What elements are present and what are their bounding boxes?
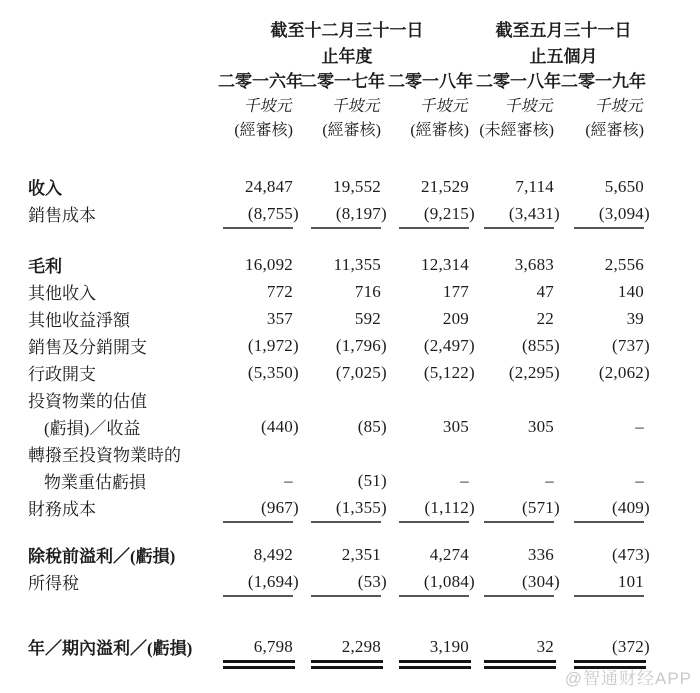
- hanging-paren: ): [554, 571, 560, 591]
- value-cell: [388, 417, 476, 437]
- value-text: –: [635, 416, 644, 436]
- value-cell: [561, 336, 651, 356]
- audit-status-header: (經審核): [410, 122, 469, 139]
- value-text: 32: [536, 636, 554, 656]
- row-label: 毛利: [28, 257, 62, 276]
- value-text: (1,796: [335, 335, 381, 355]
- table-row: [28, 413, 651, 440]
- hanging-paren: ): [644, 636, 650, 656]
- value-cell: [561, 545, 651, 565]
- hanging-paren: ): [644, 544, 650, 564]
- value-cell: [561, 471, 651, 491]
- watermark: @智通财经APP: [564, 669, 692, 688]
- row-label: 物業重估虧損: [44, 473, 146, 492]
- value-text: 6,798: [253, 636, 293, 656]
- value-text: (3,094: [598, 203, 644, 223]
- table-row: [28, 541, 651, 568]
- row-label: 投資物業的估值: [28, 392, 147, 411]
- value-text: 357: [266, 308, 293, 328]
- value-cell: [561, 637, 651, 657]
- value-cell: [561, 177, 651, 197]
- column-underline: [223, 521, 293, 523]
- value-text: 8,492: [253, 544, 293, 564]
- table-row: [28, 494, 651, 521]
- year-header: 二零一七年: [300, 72, 385, 91]
- column-underline: [223, 595, 293, 597]
- subtotal-rule-row: [28, 521, 651, 529]
- value-cell: [476, 572, 561, 592]
- column-underline: [399, 521, 469, 523]
- hanging-paren: ): [644, 497, 650, 517]
- value-cell: [218, 363, 300, 383]
- year-header: 二零一九年: [561, 72, 646, 91]
- spacer: [28, 235, 651, 251]
- value-text: (1,972: [247, 335, 293, 355]
- currency-unit-header: [218, 93, 300, 116]
- column-underline: [574, 227, 644, 229]
- double-total-rule: [311, 660, 383, 669]
- value-cell: [218, 471, 300, 491]
- table-row: [28, 467, 651, 494]
- value-text: –: [284, 470, 293, 490]
- value-cell: [388, 471, 476, 491]
- currency-unit-header: [300, 93, 388, 116]
- value-cell: [476, 637, 561, 657]
- value-cell: [300, 545, 388, 565]
- header-period-row: [28, 14, 651, 42]
- value-cell: [476, 177, 561, 197]
- value-cell: [561, 498, 651, 518]
- value-text: (85: [357, 416, 381, 436]
- value-cell: [476, 417, 561, 437]
- value-text: 5,650: [604, 176, 644, 196]
- value-cell: [476, 204, 561, 224]
- column-underline: [574, 595, 644, 597]
- row-label: (虧損)／收益: [44, 419, 141, 438]
- value-cell: [388, 177, 476, 197]
- value-text: (409: [612, 497, 644, 517]
- table-row: [28, 440, 651, 467]
- hanging-paren: ): [554, 362, 560, 382]
- value-cell: [476, 471, 561, 491]
- value-cell: [561, 363, 651, 383]
- value-text: 16,092: [245, 254, 293, 274]
- value-text: 2,556: [604, 254, 644, 274]
- total-rule-row: [28, 660, 651, 672]
- double-total-rule: [484, 660, 556, 669]
- value-cell: [476, 363, 561, 383]
- value-cell: [388, 204, 476, 224]
- value-text: –: [635, 470, 644, 490]
- column-underline: [311, 595, 381, 597]
- column-underline: [399, 595, 469, 597]
- value-cell: [300, 177, 388, 197]
- hanging-paren: ): [381, 203, 387, 223]
- value-cell: [388, 572, 476, 592]
- value-cell: [218, 336, 300, 356]
- value-cell: [218, 545, 300, 565]
- row-label: 轉撥至投資物業時的: [28, 446, 181, 465]
- value-cell: [561, 282, 651, 302]
- table-row: [28, 305, 651, 332]
- hanging-paren: ): [469, 571, 475, 591]
- hanging-paren: ): [381, 416, 387, 436]
- row-label: 銷售成本: [28, 206, 96, 225]
- value-cell: [561, 309, 651, 329]
- value-text: (304: [522, 571, 554, 591]
- value-text: (9,215: [423, 203, 469, 223]
- value-text: (440: [261, 416, 293, 436]
- value-text: (967: [261, 497, 293, 517]
- subtotal-rule-row: [28, 227, 651, 235]
- hanging-paren: ): [293, 571, 299, 591]
- column-underline: [484, 595, 554, 597]
- value-cell: [300, 336, 388, 356]
- hanging-paren: ): [293, 203, 299, 223]
- hanging-paren: ): [554, 203, 560, 223]
- value-cell: [300, 204, 388, 224]
- hanging-paren: ): [469, 335, 475, 355]
- column-underline: [574, 521, 644, 523]
- value-text: 39: [626, 308, 644, 328]
- value-text: (473: [612, 544, 644, 564]
- column-underline: [399, 227, 469, 229]
- header-year-row: [28, 67, 651, 92]
- value-cell: [218, 417, 300, 437]
- value-cell: [388, 637, 476, 657]
- value-text: 305: [442, 416, 469, 436]
- column-underline: [484, 521, 554, 523]
- period-title-interim: 截至五月三十一日: [495, 20, 632, 40]
- value-cell: [300, 471, 388, 491]
- value-cell: [218, 255, 300, 275]
- value-cell: [300, 309, 388, 329]
- value-text: 772: [266, 281, 293, 301]
- value-text: (372: [612, 636, 644, 656]
- header-audit-row: [28, 116, 651, 141]
- period-subtitle-annual: 止年度: [321, 47, 373, 66]
- value-text: 22: [536, 308, 554, 328]
- value-text: 209: [442, 308, 469, 328]
- value-cell: [218, 637, 300, 657]
- value-text: 592: [354, 308, 381, 328]
- value-text: 47: [536, 281, 554, 301]
- value-cell: [561, 255, 651, 275]
- value-text: 4,274: [429, 544, 469, 564]
- row-label: 收入: [28, 179, 62, 198]
- value-cell: [388, 255, 476, 275]
- column-underline: [311, 227, 381, 229]
- value-text: (1,112: [424, 497, 469, 517]
- value-cell: [218, 572, 300, 592]
- value-cell: [218, 498, 300, 518]
- audit-status-header: (經審核): [234, 122, 293, 139]
- value-cell: [388, 336, 476, 356]
- table-row: [28, 332, 651, 359]
- header-unit-row: [28, 92, 651, 116]
- value-cell: [300, 417, 388, 437]
- currency-unit-text: 千坡元: [503, 97, 556, 115]
- value-cell: [476, 498, 561, 518]
- table-row: [28, 173, 651, 200]
- column-underline: [311, 521, 381, 523]
- hanging-paren: ): [469, 362, 475, 382]
- value-cell: [218, 309, 300, 329]
- value-cell: [476, 309, 561, 329]
- hanging-paren: ): [381, 497, 387, 517]
- value-cell: [218, 282, 300, 302]
- value-text: 336: [527, 544, 554, 564]
- hanging-paren: ): [293, 497, 299, 517]
- value-cell: [561, 204, 651, 224]
- audit-status-header: (未經審核): [479, 122, 554, 139]
- hanging-paren: ): [644, 203, 650, 223]
- value-text: (2,497: [423, 335, 469, 355]
- column-underline: [223, 227, 293, 229]
- year-header: 二零一八年: [388, 72, 473, 91]
- currency-unit-text: 千坡元: [418, 97, 471, 115]
- table-row: [28, 278, 651, 305]
- value-text: (7,025: [335, 362, 381, 382]
- spacer: [28, 529, 651, 541]
- hanging-paren: ): [554, 497, 560, 517]
- double-total-rule: [399, 660, 471, 669]
- value-text: (5,122: [423, 362, 469, 382]
- value-cell: [300, 363, 388, 383]
- hanging-paren: ): [381, 571, 387, 591]
- value-text: –: [460, 470, 469, 490]
- value-text: 101: [617, 571, 644, 591]
- value-cell: [300, 637, 388, 657]
- row-label: 除稅前溢利／(虧損): [28, 547, 176, 566]
- table-row: [28, 200, 651, 227]
- table-row: [28, 386, 651, 413]
- value-text: (5,350: [247, 362, 293, 382]
- currency-unit-header: [476, 93, 561, 116]
- period-subtitle-interim: 止五個月: [529, 47, 598, 66]
- value-text: (1,694: [247, 571, 293, 591]
- value-text: (2,062: [598, 362, 644, 382]
- spacer: [28, 141, 651, 173]
- hanging-paren: ): [381, 362, 387, 382]
- value-text: (855: [522, 335, 554, 355]
- value-cell: [476, 336, 561, 356]
- currency-unit-text: 千坡元: [242, 97, 295, 115]
- value-text: –: [545, 470, 554, 490]
- currency-unit-text: 千坡元: [593, 97, 646, 115]
- row-label: 年／期內溢利／(虧損): [28, 639, 193, 658]
- value-text: 2,298: [341, 636, 381, 656]
- row-label: 其他收入: [28, 284, 96, 303]
- value-cell: [218, 177, 300, 197]
- row-label: 財務成本: [28, 500, 96, 519]
- currency-unit-header: [388, 93, 476, 116]
- double-total-rule: [223, 660, 295, 669]
- value-cell: [388, 498, 476, 518]
- hanging-paren: ): [469, 497, 475, 517]
- year-header: 二零一六年: [218, 72, 303, 91]
- value-text: (571: [522, 497, 554, 517]
- spacer: [28, 603, 651, 633]
- hanging-paren: ): [381, 470, 387, 490]
- value-cell: [476, 545, 561, 565]
- audit-status-header: (經審核): [322, 122, 381, 139]
- value-cell: [300, 572, 388, 592]
- value-text: (1,355: [335, 497, 381, 517]
- value-cell: [561, 417, 651, 437]
- table-row: [28, 359, 651, 386]
- value-text: (737: [612, 335, 644, 355]
- column-underline: [484, 227, 554, 229]
- hanging-paren: ): [644, 362, 650, 382]
- value-cell: [300, 282, 388, 302]
- table-row: [28, 251, 651, 278]
- hanging-paren: ): [293, 416, 299, 436]
- audit-status-header: (經審核): [585, 122, 644, 139]
- value-text: (3,431: [508, 203, 554, 223]
- value-text: 140: [617, 281, 644, 301]
- hanging-paren: ): [293, 362, 299, 382]
- value-text: (2,295: [508, 362, 554, 382]
- value-text: 177: [442, 281, 469, 301]
- currency-unit-header: [561, 93, 651, 116]
- table-row: [28, 633, 651, 660]
- value-cell: [300, 498, 388, 518]
- subtotal-rule-row: [28, 595, 651, 603]
- value-cell: [388, 545, 476, 565]
- value-text: 19,552: [333, 176, 381, 196]
- value-text: 21,529: [421, 176, 469, 196]
- value-cell: [561, 572, 651, 592]
- table-row: [28, 568, 651, 595]
- hanging-paren: ): [469, 203, 475, 223]
- value-text: 305: [527, 416, 554, 436]
- hanging-paren: ): [644, 335, 650, 355]
- value-text: (8,197: [335, 203, 381, 223]
- value-cell: [388, 282, 476, 302]
- row-label: 行政開支: [28, 365, 96, 384]
- header-period-row-2: [28, 42, 651, 67]
- value-text: 3,190: [429, 636, 469, 656]
- hanging-paren: ): [293, 335, 299, 355]
- row-label: 其他收益淨額: [28, 311, 130, 330]
- value-text: 11,355: [333, 254, 381, 274]
- row-label: 所得稅: [28, 574, 79, 593]
- row-label: 銷售及分銷開支: [28, 338, 147, 357]
- hanging-paren: ): [554, 335, 560, 355]
- value-text: 24,847: [245, 176, 293, 196]
- value-text: 12,314: [421, 254, 469, 274]
- value-text: 716: [354, 281, 381, 301]
- income-statement-table: [28, 14, 651, 672]
- value-cell: [388, 363, 476, 383]
- value-text: (1,084: [423, 571, 469, 591]
- value-text: (53: [357, 571, 381, 591]
- value-text: (51: [357, 470, 381, 490]
- hanging-paren: ): [381, 335, 387, 355]
- value-text: 7,114: [515, 176, 554, 196]
- year-header: 二零一八年: [476, 72, 561, 91]
- value-cell: [218, 204, 300, 224]
- value-cell: [476, 255, 561, 275]
- value-cell: [476, 282, 561, 302]
- value-text: 3,683: [514, 254, 554, 274]
- value-text: 2,351: [341, 544, 381, 564]
- value-text: (8,755: [247, 203, 293, 223]
- value-cell: [388, 309, 476, 329]
- currency-unit-text: 千坡元: [330, 97, 383, 115]
- value-cell: [300, 255, 388, 275]
- period-title-annual: 截至十二月三十一日: [270, 20, 424, 40]
